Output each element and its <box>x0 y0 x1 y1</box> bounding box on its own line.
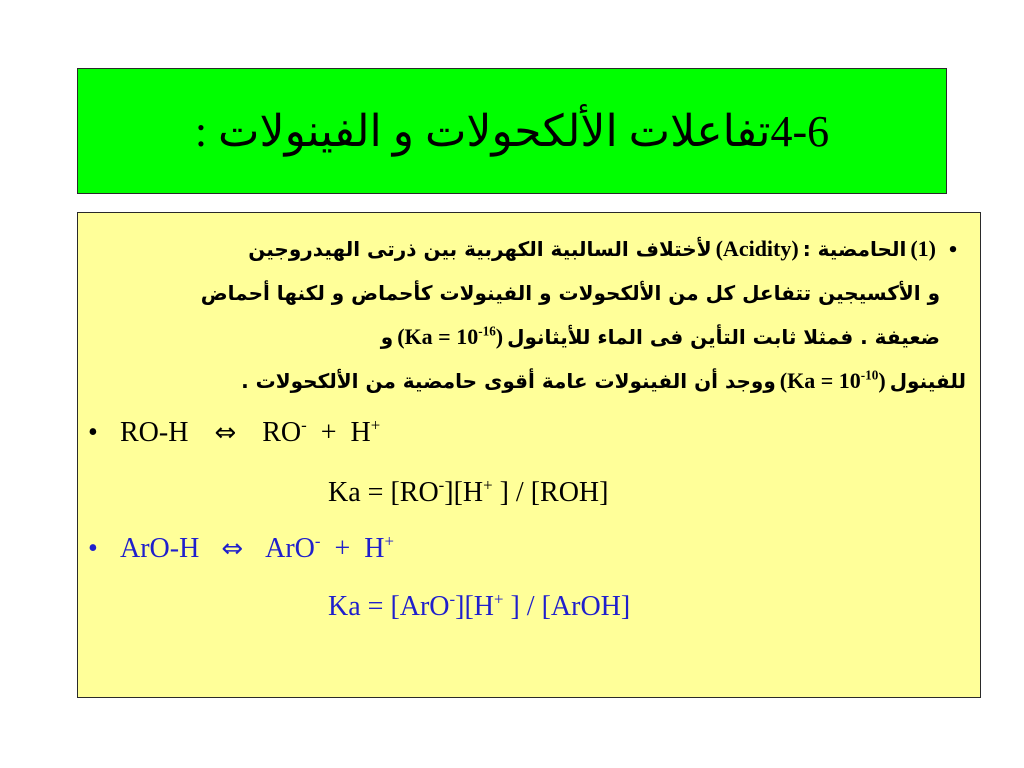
acidity-line-2 <box>94 272 966 315</box>
equilibrium-arrow-icon: ⇔ <box>221 534 244 564</box>
ka-ethanol: $(Ka = 10^{-16})$ <box>397 323 504 349</box>
eq1-plus: + <box>320 417 337 448</box>
alcohol-equilibrium <box>88 417 380 449</box>
acidity-text-3: ضعيفة . فمثلا ثابت التأين فى الماء للأيثانول <box>507 325 940 349</box>
phenol-equilibrium <box>88 533 394 565</box>
acidity-line-4 <box>94 359 966 403</box>
bullet-dot: • <box>88 533 98 564</box>
eq1-reactant: RO-H <box>120 417 189 448</box>
acidity-text-1: لأختلاف السالبية الكهربية بين ذرتى الهيدروجين <box>248 237 712 261</box>
acidity-paragraph <box>94 227 966 403</box>
acidity-text-4a: للفينول <box>889 369 966 393</box>
bullet-dot: • <box>88 417 98 448</box>
item-number: (1) <box>910 236 936 261</box>
equilibrium-arrow-icon: ⇔ <box>214 418 237 448</box>
eq1-product1: RO- <box>262 415 307 448</box>
eq2-product1: ArO- <box>265 531 321 564</box>
eq2-reactant: ArO-H <box>120 533 200 564</box>
bullet-dot: • <box>947 240 959 261</box>
acidity-line-3 <box>94 315 966 359</box>
content-box <box>77 212 981 698</box>
acidity-text-2: و الأكسيجين تتفاعل كل من الألكحولات و الفينولات كأحماض و لكنها أحماض <box>200 281 940 305</box>
acidity-english: (Acidity) <box>715 236 799 261</box>
eq1-product2: H+ <box>350 415 381 448</box>
acidity-label: الحامضية : <box>802 237 907 261</box>
slide-title: 4-6تفاعلات الألكحولات و الفينولات : <box>194 106 830 156</box>
phenol-ka-expression: Ka = [ArO-][H+ ] / [ArOH] <box>328 589 631 622</box>
acidity-line-1 <box>94 227 966 272</box>
acidity-and: و <box>380 325 394 349</box>
title-box <box>77 68 947 194</box>
eq2-plus: + <box>334 533 351 564</box>
alcohol-ka-expression: Ka = [RO-][H+ ] / [ROH] <box>328 475 609 508</box>
acidity-text-4b: ووجد أن الفينولات عامة أقوى حامضية من الألكحولات . <box>241 369 776 393</box>
eq2-product2: H+ <box>364 531 394 564</box>
ka-phenol: $(Ka = 10^{-10})$ <box>779 367 886 393</box>
